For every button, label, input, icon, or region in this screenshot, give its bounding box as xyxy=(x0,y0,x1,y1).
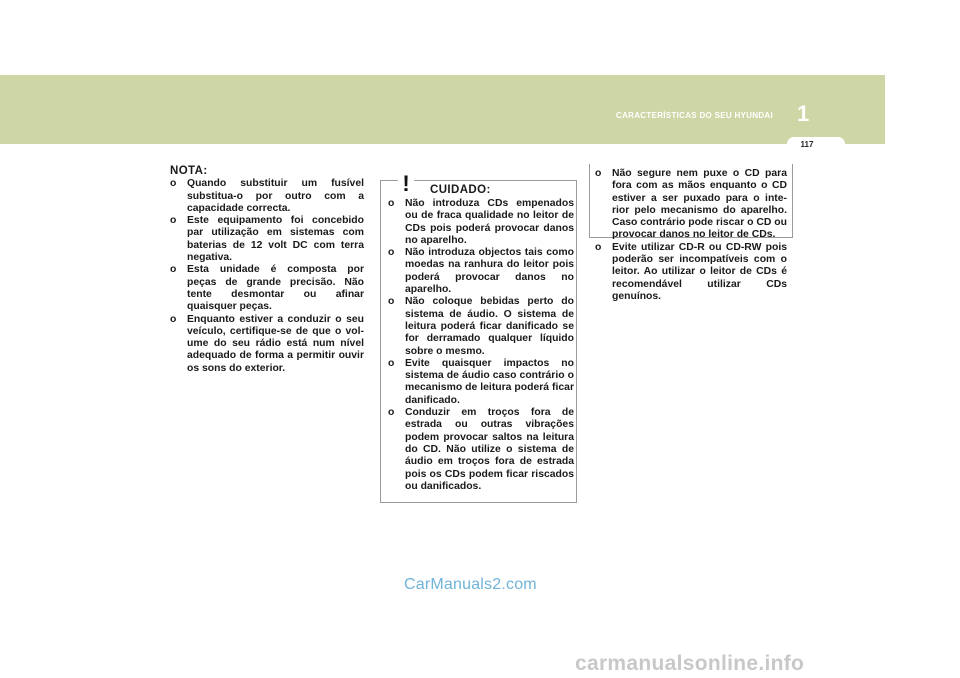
list-item xyxy=(595,168,787,242)
caution-continued-section xyxy=(595,168,787,303)
chapter-number: 1 xyxy=(797,101,810,126)
bullet-marker: o xyxy=(388,407,395,419)
warning-triangle-icon xyxy=(389,166,423,196)
note-title: NOTA: xyxy=(170,165,208,177)
caution-continued-list xyxy=(595,168,787,303)
header-band xyxy=(0,75,885,144)
list-item-text: Não introduza objectos tais como moedas na ranhura do leitor pois poderá provocar danos no aparelho. xyxy=(405,247,574,296)
list-item-text: Não coloque bebidas perto do sistema de áudio. O sistema de leitura poderá ficar danificado se for derramado qualquer líquido sobre o mesmo. xyxy=(405,296,574,357)
list-item-text: Evite utilizar CD-R ou CD-RW pois poderão ser incompatíveis com o leitor. Ao utilizar o leitor de CDs é recomendável utilizar CDs genuínos. xyxy=(612,241,787,302)
list-item xyxy=(170,178,364,215)
list-item-text: Enquanto estiver a conduzir o seu veículo, certifique-se de que o vol-ume do seu rádio está num nível adequado de forma a permitir ouvir os sons do exterior. xyxy=(187,313,364,374)
note-list xyxy=(170,178,364,375)
caution-list xyxy=(388,198,574,493)
watermark-footer: carmanualsonline.info xyxy=(575,652,805,675)
bullet-marker: o xyxy=(595,168,602,179)
bullet-marker: o xyxy=(170,215,177,227)
list-item xyxy=(170,314,364,375)
list-item-text: Este equipamento foi concebido par utilização em sistemas com baterias de 12 volt DC com terra negativa. xyxy=(187,215,364,264)
list-item xyxy=(595,242,787,303)
bullet-marker: o xyxy=(170,313,177,325)
caution-title: CUIDADO: xyxy=(430,184,491,196)
bullet-marker: o xyxy=(388,296,395,308)
list-item-text: Quando substituir um fusível substitua-o por outro com a capacidade correcta. xyxy=(187,178,364,214)
list-item xyxy=(388,358,574,407)
note-section xyxy=(170,165,364,375)
watermark-link[interactable]: CarManuals2.com xyxy=(404,576,537,593)
list-item-text: Não introduza CDs empenados ou de fraca qualidade no leitor de CDs pois poderá provocar danos no aparelho. xyxy=(405,198,574,246)
list-item xyxy=(170,215,364,264)
list-item-text: Conduzir em troços fora de estrada ou outras vibrações podem provocar saltos na leitura do CD. Não utilize o sistema de áudio em troços fora de estrada pois os CDs podem ficar riscados ou danificados. xyxy=(405,407,574,492)
chapter-title: CARACTERÍSTICAS DO SEU HYUNDAI xyxy=(616,111,774,120)
bullet-marker: o xyxy=(170,264,177,276)
list-item xyxy=(388,407,574,493)
warning-symbol: ! xyxy=(402,171,410,196)
bullet-marker: o xyxy=(388,357,395,369)
bullet-marker: o xyxy=(388,198,395,209)
bullet-marker: o xyxy=(595,241,602,253)
list-item-text: Não segure nem puxe o CD para fora com as mãos enquanto o CD estiver a ser puxado para o inte-rior pelo mecanismo do aparelho. Caso contrário pode riscar o CD ou provocar danos no leitor de CDs. xyxy=(612,168,787,241)
caution-section xyxy=(388,198,574,493)
bullet-marker: o xyxy=(170,178,177,190)
bullet-marker: o xyxy=(388,247,395,259)
list-item-text: Evite quaisquer impactos no sistema de áudio caso contrário o mecanismo de leitura poderá ficar danificado. xyxy=(405,357,574,406)
list-item-text: Esta unidade é composta por peças de grande precisão. Não tente desmontar ou afinar quaisquer peças. xyxy=(187,264,364,313)
list-item xyxy=(388,296,574,357)
page-number: 117 xyxy=(800,140,814,149)
list-item xyxy=(388,247,574,296)
list-item xyxy=(170,264,364,313)
list-item xyxy=(388,198,574,247)
